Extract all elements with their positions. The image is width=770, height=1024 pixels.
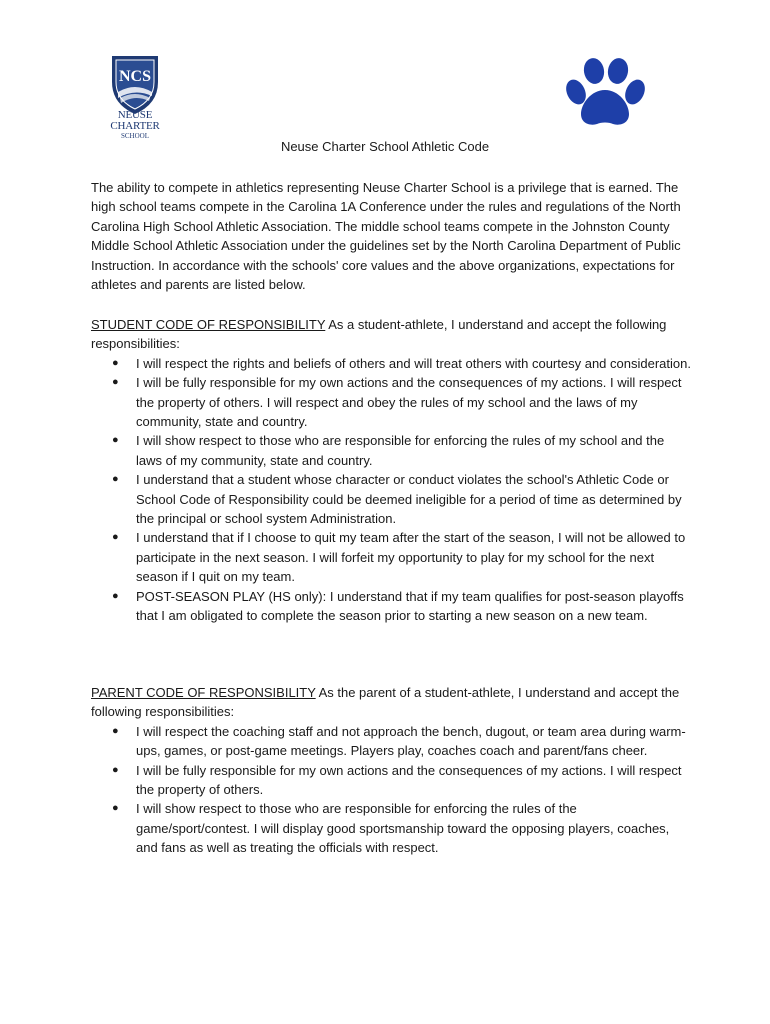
student-code-lead-paragraph [91,315,691,354]
list-item: ● POST-SEASON PLAY (HS only): I understand that if my team qualifies for post-season playoffs that I am obligated to complete the season prior to starting a new season on a new team. [112,588,684,624]
parent-code-lead: As the parent of a student-athlete, I understand and accept the following responsibilities: [91,685,680,720]
list-item: ● I understand that a student whose character or conduct violates the school's Athletic Code or School Code of Responsibility could be deemed ineligible for a period of time as determined by the principal or school system Administration. [112,472,682,527]
list-item: ● I will respect the rights and beliefs of others and will treat others with courtesy and consideration. [91,354,691,373]
parent-responsibility-list [91,722,691,858]
student-code-section [91,315,691,626]
bullet-icon: ● [112,531,119,544]
logo-monogram: NCS [118,68,152,85]
bullet-icon: ● [112,802,119,815]
document-title: Neuse Charter School Athletic Code [280,139,490,154]
student-code-heading: STUDENT CODE OF RESPONSIBILITY [91,317,326,332]
bullet-icon: ● [112,724,119,737]
list-item: ● I will show respect to those who are responsible for enforcing the rules of my school and the laws of my community, state and country. [112,433,665,468]
bullet-icon: ● [112,763,119,776]
paw-print-icon [563,56,647,132]
list-item: ● I will respect the coaching staff and not approach the bench, dugout, or team area during warm-ups, games, or post-game meetings. Players play, coaches coach and parent/fans cheer. [112,723,686,759]
bullet-icon: ● [112,434,119,447]
list-item: ● I will be fully responsible for my own actions and the consequences of my actions. I will respect the property of others. I will respect and obey the rules of my school and the laws of my community, state and country. [112,375,682,430]
list-item: ● I understand that if I choose to quit my team after the start of the season, I will not be allowed to participate in the next season. I will forfeit my opportunity to play for my school for the next season if I quit on my team. [112,530,686,585]
bullet-icon: ● [112,473,119,486]
logo-sub: SCHOOL [120,132,149,140]
intro-paragraph: The ability to compete in athletics representing Neuse Charter School is a privilege that is earned. The high school teams compete in the Carolina 1A Conference under the rules and regulations of the North Carolina High School Athletic Association. The middle school teams compete in the Johnston County Middle School Athletic Association under the guidelines set by the North Carolina Department of Public Instruction. In accordance with the schools' core values and the above organizations, expectations for athletes and parents are listed below. [91,180,681,293]
parent-code-section [91,683,691,858]
parent-code-lead-paragraph [91,683,691,722]
ncs-wordmark [93,110,177,140]
bullet-icon: ● [112,589,119,602]
logo-name: NEUSE CHARTER [110,109,160,132]
list-item: ● I will be fully responsible for my own actions and the consequences of my actions. I will respect the property of others. [112,762,682,798]
student-responsibility-list [91,354,691,626]
paw-shapes [563,56,647,124]
bullet-icon: ● [112,376,119,389]
bullet-icon: ● [112,356,119,369]
parent-code-heading: PARENT CODE OF RESPONSIBILITY [91,685,316,700]
student-code-lead: As a student-athlete, I understand and accept the following responsibilities: [91,317,667,352]
list-item: ● I will show respect to those who are responsible for enforcing the rules of the game/sport/contest. I will display good sportsmanship toward the opposing players, coaches, and fans as well as treating the officials with respect. [112,801,670,856]
